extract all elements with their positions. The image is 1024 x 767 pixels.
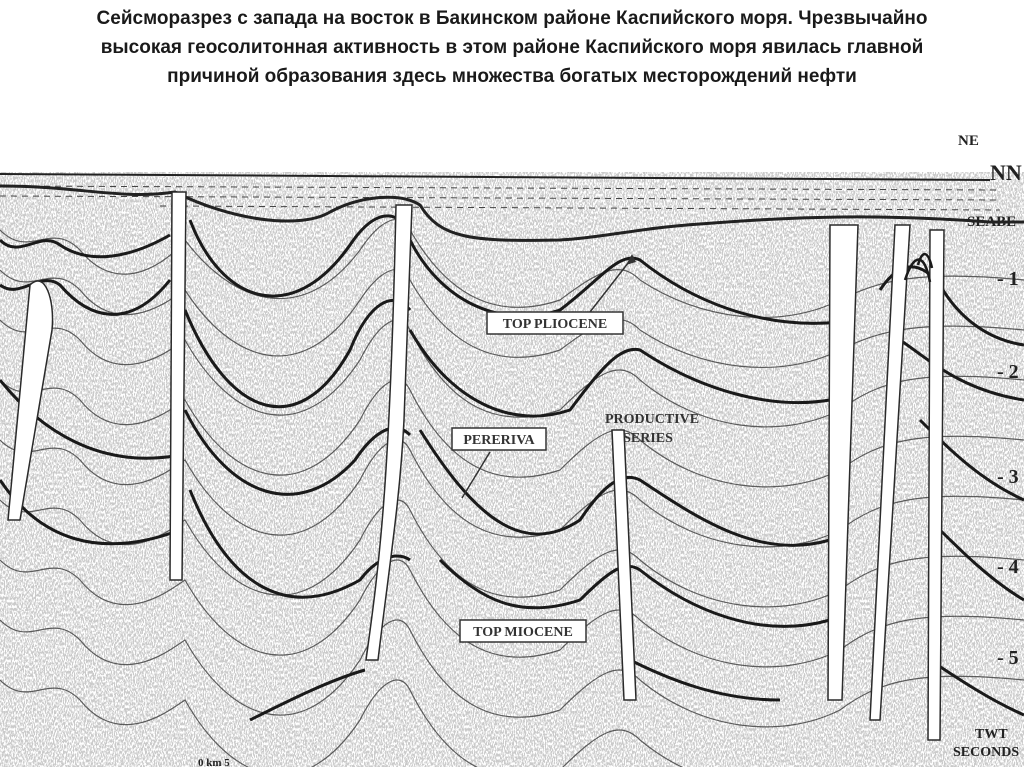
- time-unit-1: TWT: [975, 727, 1008, 742]
- svg-text:PRODUCTIVE: PRODUCTIVE: [604, 412, 700, 427]
- direction-label: NE: [958, 133, 979, 149]
- title-line-2: высокая геосолитонная активность в этом районе Каспийского моря явилась главной: [100, 37, 924, 58]
- label-top-pliocene: [487, 312, 623, 334]
- time-tick: - 1: [997, 268, 1019, 290]
- sealevel-label: NN: [990, 160, 1022, 185]
- title-line-1: Сейсморазрез с запада на восток в Бакинском районе Каспийского моря. Чрезвычайно: [96, 8, 928, 29]
- time-tick: - 3: [997, 466, 1019, 488]
- time-tick: - 4: [997, 556, 1019, 578]
- svg-text:TOP PLIOCENE: TOP PLIOCENE: [502, 317, 608, 332]
- seismic-texture: [0, 172, 1024, 767]
- title-line-3: причиной образования здесь множества богатых месторождений нефти: [167, 66, 857, 87]
- svg-text:SERIES: SERIES: [623, 431, 673, 446]
- scale-bar-label: 0 km 5: [198, 757, 230, 767]
- seabed-label: SEABE: [967, 214, 1017, 230]
- svg-text:PERERIVA: PERERIVA: [463, 433, 535, 448]
- time-tick: - 5: [997, 647, 1019, 669]
- svg-text:TOP MIOCENE: TOP MIOCENE: [473, 625, 573, 640]
- time-unit-2: SECONDS: [953, 745, 1020, 760]
- label-top-miocene: [460, 620, 586, 642]
- time-tick: - 2: [997, 361, 1019, 383]
- label-pereriva: [452, 428, 546, 450]
